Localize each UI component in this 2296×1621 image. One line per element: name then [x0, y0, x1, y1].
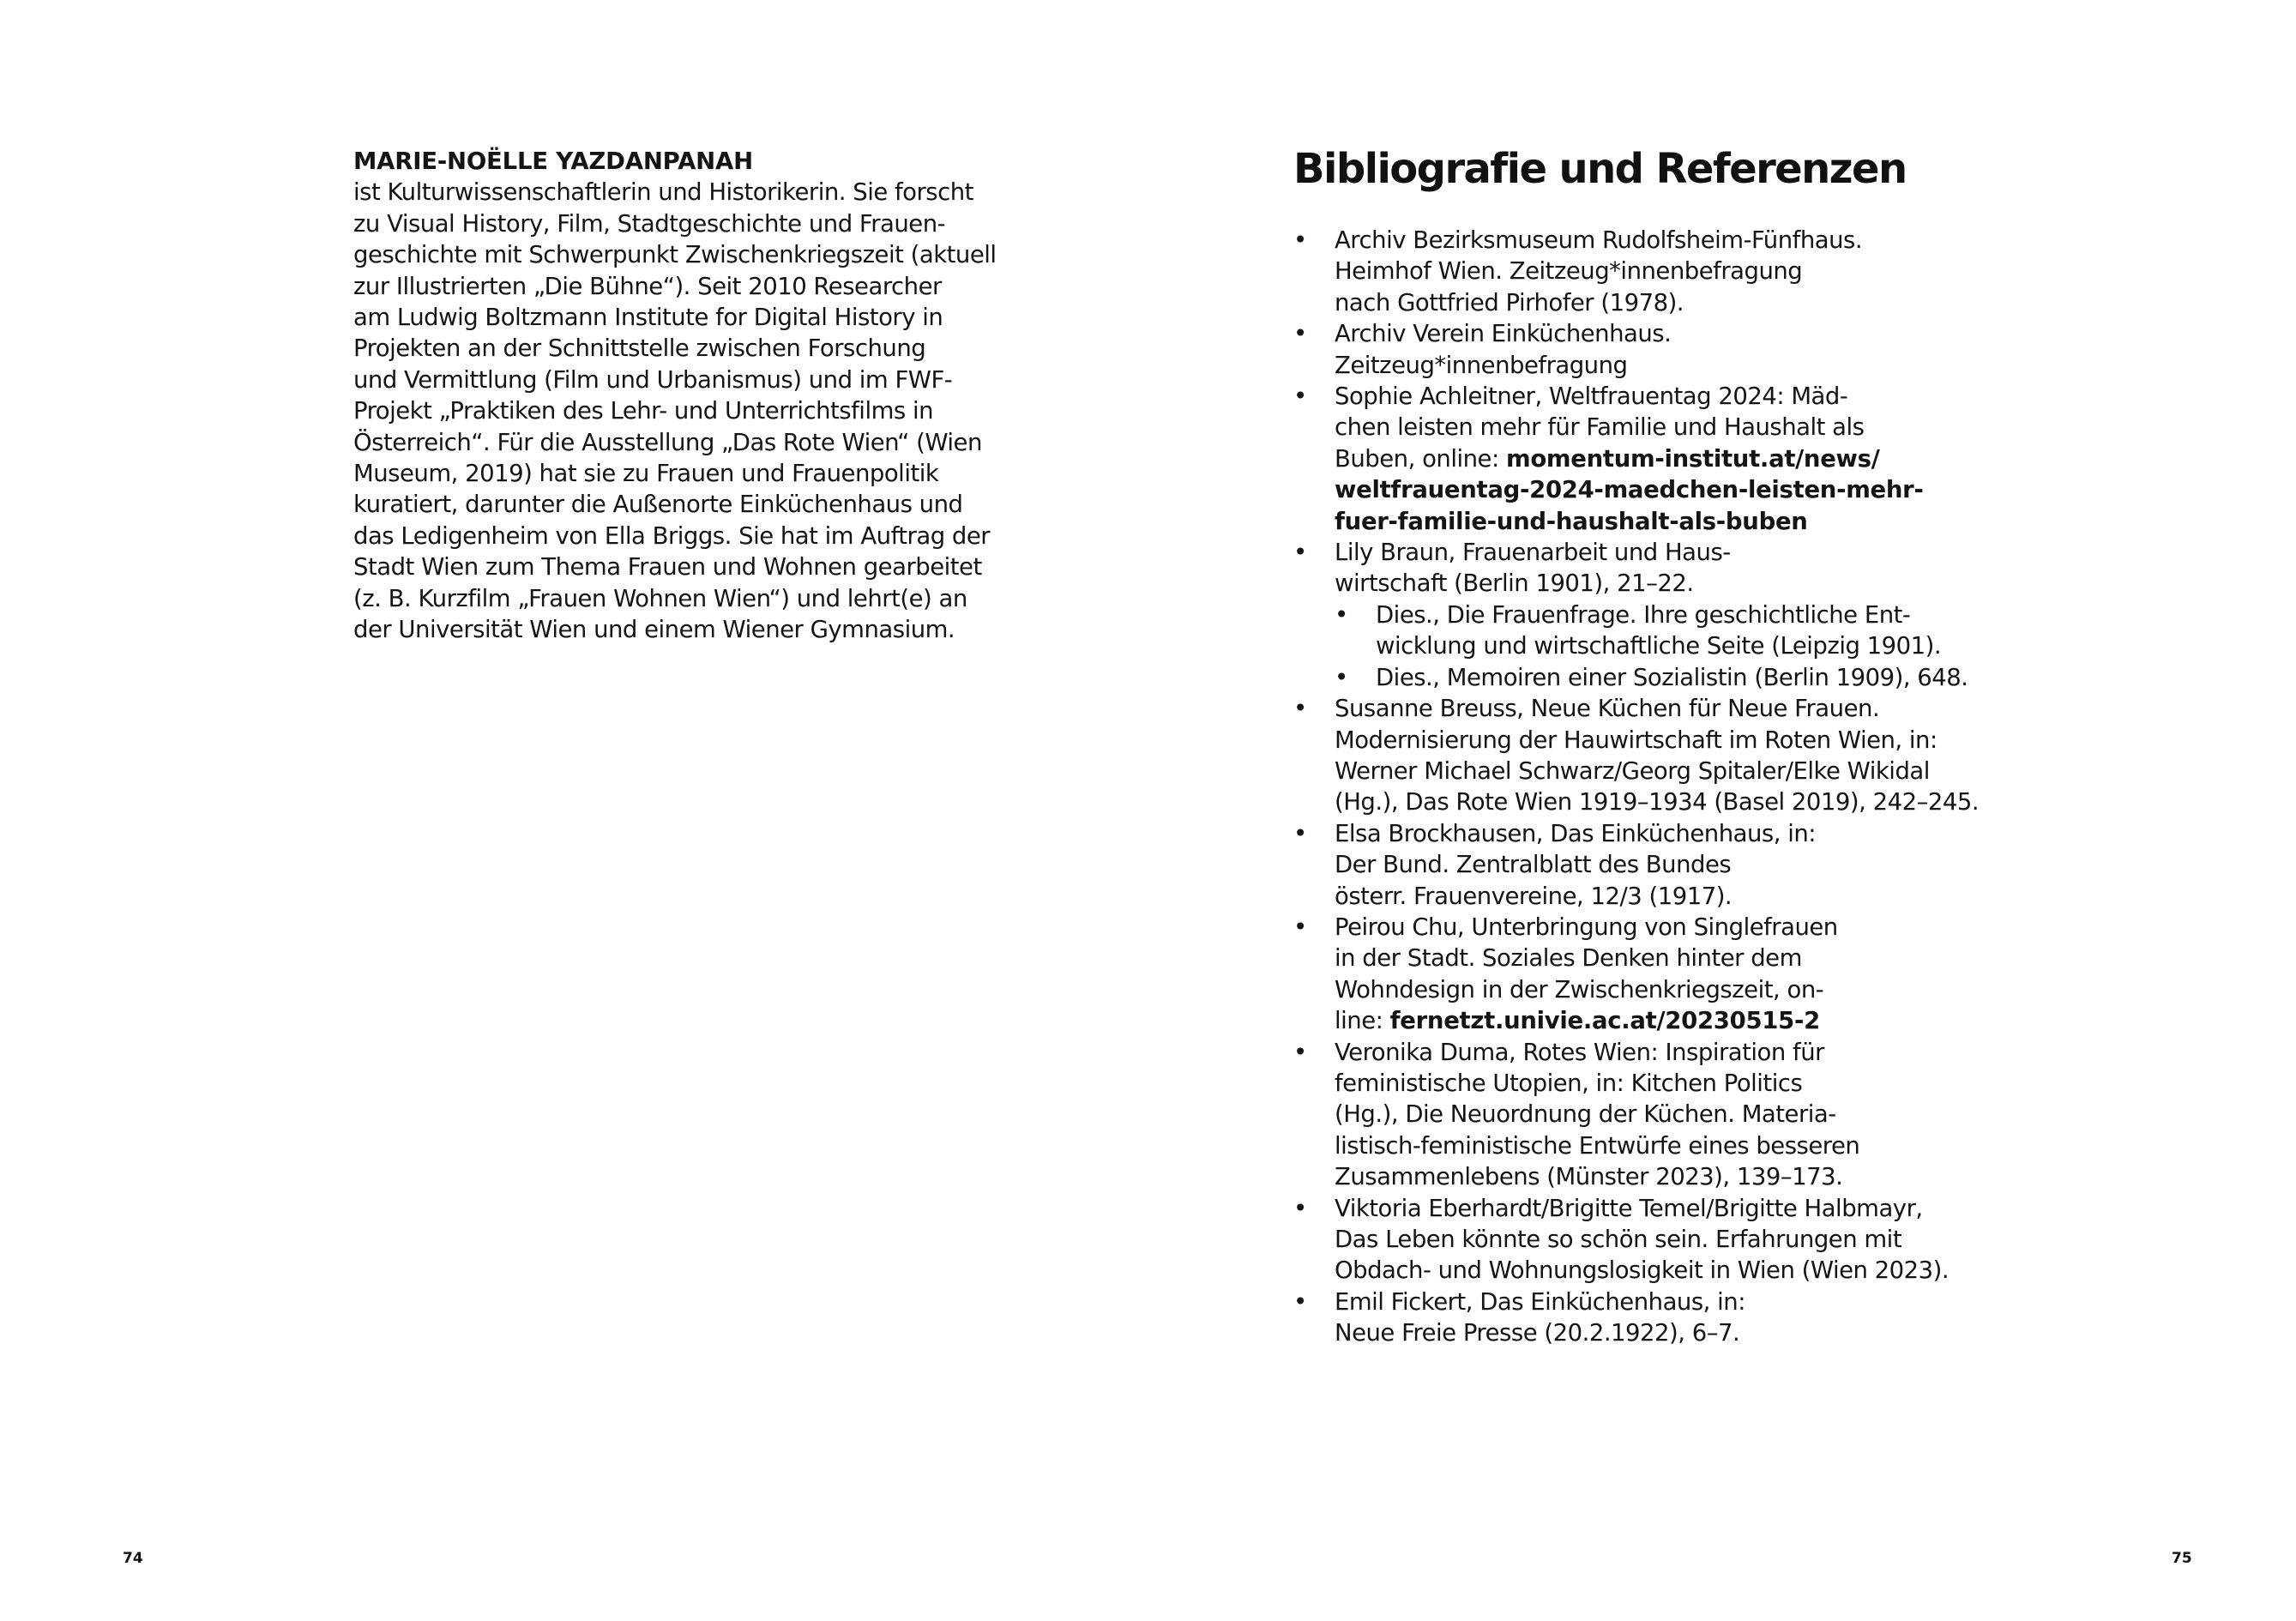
bullet-icon: • [1293, 695, 1307, 723]
page-number-right: 75 [2172, 1550, 2192, 1567]
page-number-left: 74 [123, 1550, 143, 1567]
bullet-icon: • [1293, 383, 1307, 411]
bullet-icon: • [1293, 320, 1307, 348]
bibliography-entry [1293, 225, 1997, 318]
entry-url-link[interactable]: fernetzt.univie.ac.at/20230515-2 [1389, 1007, 1820, 1035]
bio-line: (z. B. Kurzfilm „Frauen Wohnen Wien“) und lehrt(e) an [353, 584, 967, 612]
entry-line: Obdach- und Wohnungslosigkeit in Wien (Wien 2023). [1335, 1256, 1949, 1285]
entry-line: Susanne Breuss, Neue Küchen für Neue Frauen. [1335, 695, 1880, 723]
bibliography-section [1293, 144, 1997, 1349]
bibliography-subentry [1293, 662, 1997, 693]
entry-line: Veronika Duma, Rotes Wien: Inspiration für [1335, 1038, 1824, 1066]
entry-text: Buben, online: [1335, 444, 1506, 473]
entry-line: Das Leben könnte so schön sein. Erfahrungen mit [1335, 1226, 1902, 1253]
bio-line: am Ludwig Boltzmann Institute for Digital History in [353, 304, 943, 332]
bullet-icon: • [1335, 663, 1348, 691]
entry-line: Modernisierung der Hauwirtschaft im Roten Wien, in: [1335, 726, 1937, 754]
bullet-icon: • [1335, 600, 1348, 629]
bio-line: zur Illustrierten „Die Bühne“). Seit 2010 Researcher [353, 272, 942, 300]
entry-line: nach Gottfried Pirhofer (1978). [1335, 288, 1684, 316]
bullet-icon: • [1293, 913, 1307, 941]
bibliography-entry [1293, 1193, 1997, 1287]
entry-line: Zusammenlebens (Münster 2023), 139–173. [1335, 1163, 1843, 1191]
entry-line: Archiv Verein Einküchenhaus. [1335, 320, 1672, 348]
bullet-icon: • [1293, 1194, 1307, 1222]
entry-url-link[interactable]: fuer-familie-und-haushalt-als-buben [1335, 507, 1808, 535]
entry-line: Lily Braun, Frauenarbeit und Haus- [1335, 539, 1731, 567]
bibliography-entry [1293, 912, 1997, 1037]
entry-url-link[interactable]: weltfrauentag-2024-maedchen-leisten-mehr- [1335, 476, 1924, 504]
entry-line: feministische Utopien, in: Kitchen Politics [1335, 1069, 1803, 1097]
bullet-icon: • [1293, 819, 1307, 847]
bio-line: Stadt Wien zum Thema Frauen und Wohnen gearbeitet [353, 553, 982, 582]
entry-line: Sophie Achleitner, Weltfrauentag 2024: Mäd- [1335, 383, 1848, 411]
entry-line: (Hg.), Das Rote Wien 1919–1934 (Basel 2019), 242–245. [1335, 788, 1980, 817]
bibliography-entry [1293, 537, 1997, 600]
entry-line: Werner Michael Schwarz/Georg Spitaler/Elke Wikidal [1335, 756, 1930, 785]
bibliography-subentry [1293, 600, 1997, 662]
entry-line: chen leisten mehr für Familie und Haushalt als [1335, 413, 1865, 442]
entry-line [1335, 443, 1997, 474]
bio-line: Museum, 2019) hat sie zu Frauen und Frauenpolitik [353, 460, 939, 488]
bullet-icon: • [1293, 539, 1307, 567]
entry-line: Der Bund. Zentralblatt des Bundes [1335, 851, 1732, 879]
author-bio [353, 146, 1005, 646]
bio-line: zu Visual History, Film, Stadtgeschichte und Frauen- [353, 209, 946, 238]
bullet-icon: • [1293, 1038, 1307, 1066]
entry-text: line: [1335, 1007, 1390, 1035]
bibliography-entry [1293, 693, 1997, 818]
bullet-icon: • [1293, 1287, 1307, 1316]
entry-line: wirtschaft (Berlin 1901), 21–22. [1335, 569, 1694, 598]
bibliography-entry [1293, 318, 1997, 381]
entry-line: listisch-feministische Entwürfe eines besseren [1335, 1131, 1860, 1160]
entry-line: Heimhof Wien. Zeitzeug*innenbefragung [1335, 257, 1803, 286]
bibliography-title: Bibliografie und Referenzen [1293, 145, 1907, 193]
bio-line: Österreich“. Für die Ausstellung „Das Rote Wien“ (Wien [353, 428, 982, 456]
entry-line: Emil Fickert, Das Einküchenhaus, in: [1335, 1287, 1746, 1316]
entry-line [1335, 1005, 1997, 1036]
bibliography-entry [1293, 381, 1997, 537]
bio-line: das Ledigenheim von Ella Briggs. Sie hat im Auftrag der [353, 521, 991, 550]
bibliography-entry [1293, 1287, 1997, 1349]
entry-line: Viktoria Eberhardt/Brigitte Temel/Brigitte Halbmayr, [1335, 1194, 1923, 1222]
bibliography-entry [1293, 1037, 1997, 1193]
bullet-icon: • [1293, 226, 1307, 254]
entry-line: Archiv Bezirksmuseum Rudolfsheim-Fünfhaus. [1335, 226, 1863, 254]
entry-line: Neue Freie Presse (20.2.1922), 6–7. [1335, 1319, 1740, 1347]
bio-line: der Universität Wien und einem Wiener Gymnasium. [353, 616, 955, 644]
bibliography-list [1293, 225, 1997, 1349]
bio-line: ist Kulturwissenschaftlerin und Historikerin. Sie forscht [353, 178, 973, 207]
bibliography-entry [1293, 818, 1997, 912]
entry-line: österr. Frauenvereine, 12/3 (1917). [1335, 882, 1733, 910]
entry-line: (Hg.), Die Neuordnung der Küchen. Materia- [1335, 1100, 1836, 1129]
entry-line: Wohndesign in der Zwischenkriegszeit, on- [1335, 975, 1824, 1003]
entry-line: Dies., Die Frauenfrage. Ihre geschichtliche Ent- [1376, 600, 1911, 629]
entry-line: in der Stadt. Soziales Denken hinter dem [1335, 944, 1802, 973]
entry-line: Zeitzeug*innenbefragung [1335, 351, 1628, 379]
entry-line: Peirou Chu, Unterbringung von Singlefrauen [1335, 913, 1838, 941]
author-name: MARIE-NOËLLE YAZDANPANAH [353, 148, 753, 175]
entry-line: Elsa Brockhausen, Das Einküchenhaus, in: [1335, 819, 1817, 847]
entry-url-link[interactable]: momentum-institut.at/news/ [1505, 444, 1880, 473]
entry-line: wicklung und wirtschaftliche Seite (Leipzig 1901). [1376, 632, 1942, 660]
bio-line: und Vermittlung (Film und Urbanismus) und im FWF- [353, 365, 953, 394]
bio-line: Projekt „Praktiken des Lehr- und Unterrichtsfilms in [353, 397, 934, 425]
bio-line: Projekten an der Schnittstelle zwischen Forschung [353, 334, 926, 363]
entry-line: Dies., Memoiren einer Sozialistin (Berlin 1909), 648. [1376, 663, 1968, 691]
bio-line: geschichte mit Schwerpunkt Zwischenkriegszeit (aktuell [353, 241, 997, 269]
bio-line: kuratiert, darunter die Außenorte Einküchenhaus und [353, 491, 963, 519]
